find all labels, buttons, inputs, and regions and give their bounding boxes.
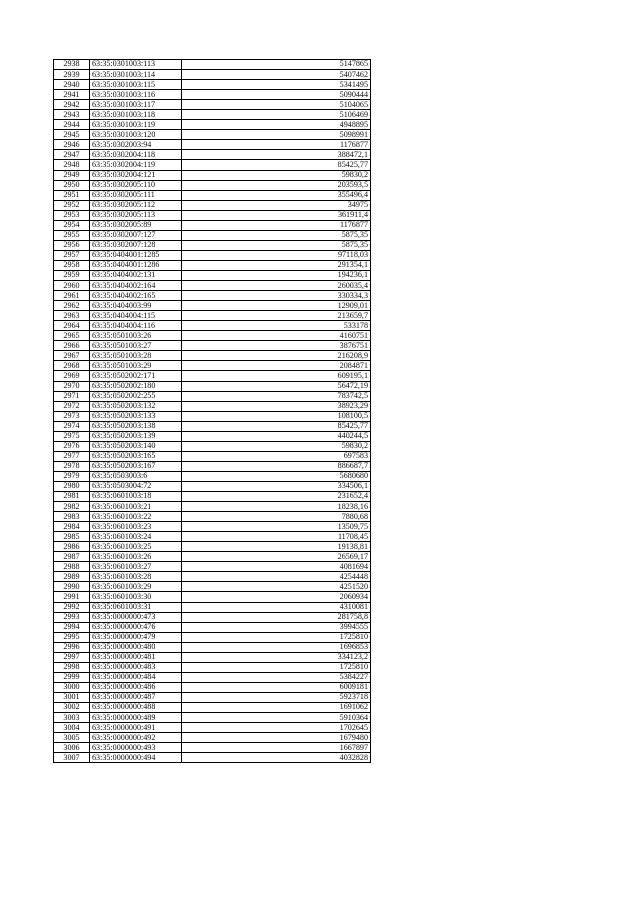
value-cell: 1679480 [182, 733, 371, 743]
value-cell: 1725810 [182, 632, 371, 642]
table-row [54, 170, 371, 180]
value-cell: 334506,1 [182, 481, 371, 491]
table-row [54, 200, 371, 210]
table-row [54, 562, 371, 572]
value-cell: 4160751 [182, 331, 371, 341]
cadastral-number-cell: 63:35:0502003:167 [90, 461, 182, 471]
table-row [54, 642, 371, 652]
row-number-cell: 2996 [54, 642, 90, 652]
cadastral-number-cell: 63:35:0601003:18 [90, 492, 182, 502]
row-number-cell: 2980 [54, 481, 90, 491]
value-cell: 5090444 [182, 90, 371, 100]
value-cell: 38923,29 [182, 401, 371, 411]
row-number-cell: 2997 [54, 652, 90, 662]
table-row [54, 471, 371, 481]
row-number-cell: 2967 [54, 351, 90, 361]
cadastral-number-cell: 63:35:0301003:114 [90, 70, 182, 80]
table-row [54, 341, 371, 351]
table-row [54, 240, 371, 250]
table-row [54, 321, 371, 331]
value-cell: 5680680 [182, 471, 371, 481]
row-number-cell: 2988 [54, 562, 90, 572]
table-row [54, 622, 371, 632]
cadastral-number-cell: 63:35:0000000:493 [90, 743, 182, 753]
value-cell: 34975 [182, 200, 371, 210]
cadastral-number-cell: 63:35:0000000:489 [90, 713, 182, 723]
row-number-cell: 2962 [54, 301, 90, 311]
table-row [54, 652, 371, 662]
table-row [54, 522, 371, 532]
row-number-cell: 2952 [54, 200, 90, 210]
cadastral-number-cell: 63:35:0502003:165 [90, 451, 182, 461]
table-row [54, 743, 371, 753]
table-row [54, 381, 371, 391]
value-cell: 533178 [182, 321, 371, 331]
row-number-cell: 2957 [54, 250, 90, 260]
value-cell: 231652,4 [182, 492, 371, 502]
cadastral-number-cell: 63:35:0502003:139 [90, 431, 182, 441]
table-row [54, 723, 371, 733]
row-number-cell: 2976 [54, 441, 90, 451]
table-row [54, 371, 371, 381]
value-cell: 5106469 [182, 110, 371, 120]
table-row [54, 281, 371, 291]
cadastral-number-cell: 63:35:0302007:128 [90, 240, 182, 250]
cadastral-number-cell: 63:35:0501003:27 [90, 341, 182, 351]
value-cell: 4948895 [182, 120, 371, 130]
value-cell: 1702645 [182, 723, 371, 733]
row-number-cell: 2956 [54, 240, 90, 250]
table-row [54, 260, 371, 270]
value-cell: 4081694 [182, 562, 371, 572]
value-cell: 1725810 [182, 662, 371, 672]
table-row [54, 733, 371, 743]
cadastral-number-cell: 63:35:0000000:494 [90, 753, 182, 763]
table-body [54, 60, 371, 763]
row-number-cell: 2999 [54, 672, 90, 682]
cadastral-number-cell: 63:35:0301003:120 [90, 130, 182, 140]
table-row [54, 713, 371, 723]
value-cell: 2084871 [182, 361, 371, 371]
cadastral-number-cell: 63:35:0000000:480 [90, 642, 182, 652]
table-row [54, 692, 371, 702]
table-row [54, 311, 371, 321]
table-row [54, 753, 371, 763]
cadastral-number-cell: 63:35:0302005:110 [90, 180, 182, 190]
row-number-cell: 2974 [54, 421, 90, 431]
row-number-cell: 2991 [54, 592, 90, 602]
value-cell: 334123,2 [182, 652, 371, 662]
table-row [54, 220, 371, 230]
row-number-cell: 2951 [54, 190, 90, 200]
value-cell: 5923718 [182, 692, 371, 702]
row-number-cell: 2943 [54, 110, 90, 120]
table-row [54, 592, 371, 602]
table-row [54, 401, 371, 411]
value-cell: 18238,16 [182, 502, 371, 512]
row-number-cell: 3004 [54, 723, 90, 733]
row-number-cell: 2985 [54, 532, 90, 542]
row-number-cell: 2965 [54, 331, 90, 341]
row-number-cell: 2953 [54, 210, 90, 220]
cadastral-number-cell: 63:35:0501003:26 [90, 331, 182, 341]
table-row [54, 291, 371, 301]
cadastral-number-cell: 63:35:0502002:255 [90, 391, 182, 401]
row-number-cell: 2958 [54, 260, 90, 270]
row-number-cell: 2942 [54, 100, 90, 110]
cadastral-number-cell: 63:35:0601003:24 [90, 532, 182, 542]
table-row [54, 662, 371, 672]
cadastral-number-cell: 63:35:0404002:131 [90, 270, 182, 280]
row-number-cell: 2944 [54, 120, 90, 130]
value-cell: 5875,35 [182, 230, 371, 240]
row-number-cell: 2981 [54, 492, 90, 502]
cadastral-number-cell: 63:35:0404001:1285 [90, 250, 182, 260]
table-row [54, 331, 371, 341]
cadastral-number-cell: 63:35:0502002:180 [90, 381, 182, 391]
table-row [54, 411, 371, 421]
table-row [54, 461, 371, 471]
value-cell: 5875,35 [182, 240, 371, 250]
value-cell: 26569,17 [182, 552, 371, 562]
table-row [54, 60, 371, 70]
value-cell: 5407462 [182, 70, 371, 80]
value-cell: 609195,1 [182, 371, 371, 381]
cadastral-number-cell: 63:35:0503003:6 [90, 471, 182, 481]
data-table [53, 59, 371, 763]
row-number-cell: 2993 [54, 612, 90, 622]
row-number-cell: 2960 [54, 281, 90, 291]
row-number-cell: 3002 [54, 703, 90, 713]
row-number-cell: 2990 [54, 582, 90, 592]
row-number-cell: 3003 [54, 713, 90, 723]
table-row [54, 502, 371, 512]
row-number-cell: 2982 [54, 502, 90, 512]
table-row [54, 190, 371, 200]
cadastral-number-cell: 63:35:0601003:31 [90, 602, 182, 612]
cadastral-number-cell: 63:35:0000000:476 [90, 622, 182, 632]
row-number-cell: 2950 [54, 180, 90, 190]
table-row [54, 160, 371, 170]
value-cell: 216208,9 [182, 351, 371, 361]
row-number-cell: 2984 [54, 522, 90, 532]
table-row [54, 150, 371, 160]
cadastral-number-cell: 63:35:0000000:481 [90, 652, 182, 662]
cadastral-number-cell: 63:35:0502002:171 [90, 371, 182, 381]
table-row [54, 682, 371, 692]
row-number-cell: 2969 [54, 371, 90, 381]
value-cell: 355496,4 [182, 190, 371, 200]
row-number-cell: 2955 [54, 230, 90, 240]
value-cell: 4251520 [182, 582, 371, 592]
row-number-cell: 2940 [54, 80, 90, 90]
value-cell: 108100,5 [182, 411, 371, 421]
cadastral-number-cell: 63:35:0404003:99 [90, 301, 182, 311]
value-cell: 11708,45 [182, 532, 371, 542]
table-row [54, 391, 371, 401]
row-number-cell: 2948 [54, 160, 90, 170]
table-row [54, 492, 371, 502]
cadastral-number-cell: 63:35:0301003:117 [90, 100, 182, 110]
row-number-cell: 3006 [54, 743, 90, 753]
cadastral-number-cell: 63:35:0301003:116 [90, 90, 182, 100]
cadastral-number-cell: 63:35:0000000:479 [90, 632, 182, 642]
value-cell: 697583 [182, 451, 371, 461]
value-cell: 194236,1 [182, 270, 371, 280]
table-row [54, 441, 371, 451]
cadastral-number-cell: 63:35:0301003:113 [90, 60, 182, 70]
cadastral-number-cell: 63:35:0601003:27 [90, 562, 182, 572]
table-row [54, 703, 371, 713]
cadastral-number-cell: 63:35:0502003:132 [90, 401, 182, 411]
row-number-cell: 2994 [54, 622, 90, 632]
cadastral-number-cell: 63:35:0601003:21 [90, 502, 182, 512]
row-number-cell: 2995 [54, 632, 90, 642]
cadastral-number-cell: 63:35:0302005:112 [90, 200, 182, 210]
value-cell: 97118,03 [182, 250, 371, 260]
table-row [54, 90, 371, 100]
table-row [54, 351, 371, 361]
cadastral-number-cell: 63:35:0503004:72 [90, 481, 182, 491]
row-number-cell: 3005 [54, 733, 90, 743]
cadastral-number-cell: 63:35:0302004:121 [90, 170, 182, 180]
table-row [54, 602, 371, 612]
cadastral-number-cell: 63:35:0404001:1286 [90, 260, 182, 270]
cadastral-number-cell: 63:35:0404002:164 [90, 281, 182, 291]
cadastral-number-cell: 63:35:0601003:28 [90, 572, 182, 582]
value-cell: 6009181 [182, 682, 371, 692]
row-number-cell: 2947 [54, 150, 90, 160]
row-number-cell: 2959 [54, 270, 90, 280]
cadastral-number-cell: 63:35:0502003:133 [90, 411, 182, 421]
cadastral-number-cell: 63:35:0301003:118 [90, 110, 182, 120]
row-number-cell: 2989 [54, 572, 90, 582]
table-row [54, 632, 371, 642]
table-row [54, 230, 371, 240]
row-number-cell: 2963 [54, 311, 90, 321]
table-row [54, 301, 371, 311]
table-row [54, 532, 371, 542]
cadastral-number-cell: 63:35:0404004:116 [90, 321, 182, 331]
row-number-cell: 2968 [54, 361, 90, 371]
cadastral-number-cell: 63:35:0601003:23 [90, 522, 182, 532]
value-cell: 5147865 [182, 60, 371, 70]
row-number-cell: 2977 [54, 451, 90, 461]
table-row [54, 572, 371, 582]
row-number-cell: 3001 [54, 692, 90, 702]
value-cell: 7880,68 [182, 512, 371, 522]
value-cell: 1691062 [182, 703, 371, 713]
row-number-cell: 3000 [54, 682, 90, 692]
row-number-cell: 2987 [54, 552, 90, 562]
cadastral-number-cell: 63:35:0302007:127 [90, 230, 182, 240]
value-cell: 5104065 [182, 100, 371, 110]
value-cell: 85425,77 [182, 421, 371, 431]
value-cell: 19138,81 [182, 542, 371, 552]
table-row [54, 612, 371, 622]
row-number-cell: 2998 [54, 662, 90, 672]
row-number-cell: 2970 [54, 381, 90, 391]
value-cell: 5341495 [182, 80, 371, 90]
row-number-cell: 2971 [54, 391, 90, 401]
cadastral-number-cell: 63:35:0000000:483 [90, 662, 182, 672]
table-row [54, 130, 371, 140]
cadastral-number-cell: 63:35:0302003:94 [90, 140, 182, 150]
row-number-cell: 2966 [54, 341, 90, 351]
cadastral-number-cell: 63:35:0000000:492 [90, 733, 182, 743]
cadastral-number-cell: 63:35:0301003:119 [90, 120, 182, 130]
cadastral-number-cell: 63:35:0000000:491 [90, 723, 182, 733]
table-row [54, 70, 371, 80]
value-cell: 330334,3 [182, 291, 371, 301]
cadastral-number-cell: 63:35:0502003:138 [90, 421, 182, 431]
cadastral-number-cell: 63:35:0501003:29 [90, 361, 182, 371]
table-row [54, 552, 371, 562]
table-row [54, 582, 371, 592]
value-cell: 3876751 [182, 341, 371, 351]
row-number-cell: 2975 [54, 431, 90, 441]
cadastral-number-cell: 63:35:0000000:473 [90, 612, 182, 622]
table-row [54, 120, 371, 130]
table-row [54, 210, 371, 220]
row-number-cell: 3007 [54, 753, 90, 763]
value-cell: 291354,1 [182, 260, 371, 270]
row-number-cell: 2945 [54, 130, 90, 140]
cadastral-number-cell: 63:35:0601003:25 [90, 542, 182, 552]
row-number-cell: 2992 [54, 602, 90, 612]
row-number-cell: 2979 [54, 471, 90, 481]
cadastral-number-cell: 63:35:0302004:118 [90, 150, 182, 160]
table-row [54, 481, 371, 491]
cadastral-number-cell: 63:35:0302005:111 [90, 190, 182, 200]
value-cell: 5098991 [182, 130, 371, 140]
table-row [54, 361, 371, 371]
cadastral-number-cell: 63:35:0404002:165 [90, 291, 182, 301]
row-number-cell: 2954 [54, 220, 90, 230]
row-number-cell: 2973 [54, 411, 90, 421]
value-cell: 1696853 [182, 642, 371, 652]
row-number-cell: 2972 [54, 401, 90, 411]
value-cell: 388472,1 [182, 150, 371, 160]
cadastral-number-cell: 63:35:0601003:22 [90, 512, 182, 522]
row-number-cell: 2946 [54, 140, 90, 150]
value-cell: 2060934 [182, 592, 371, 602]
cadastral-number-cell: 63:35:0601003:29 [90, 582, 182, 592]
value-cell: 1176877 [182, 220, 371, 230]
row-number-cell: 2939 [54, 70, 90, 80]
value-cell: 260035,4 [182, 281, 371, 291]
cadastral-number-cell: 63:35:0000000:487 [90, 692, 182, 702]
value-cell: 5384227 [182, 672, 371, 682]
row-number-cell: 2938 [54, 60, 90, 70]
value-cell: 886687,7 [182, 461, 371, 471]
row-number-cell: 2978 [54, 461, 90, 471]
row-number-cell: 2983 [54, 512, 90, 522]
value-cell: 1667897 [182, 743, 371, 753]
value-cell: 4254448 [182, 572, 371, 582]
value-cell: 4310081 [182, 602, 371, 612]
cadastral-number-cell: 63:35:0601003:30 [90, 592, 182, 602]
row-number-cell: 2941 [54, 90, 90, 100]
table-row [54, 431, 371, 441]
value-cell: 85425,77 [182, 160, 371, 170]
value-cell: 1176877 [182, 140, 371, 150]
table-row [54, 250, 371, 260]
cadastral-number-cell: 63:35:0404004:115 [90, 311, 182, 321]
value-cell: 56472,19 [182, 381, 371, 391]
cadastral-number-cell: 63:35:0000000:488 [90, 703, 182, 713]
row-number-cell: 2949 [54, 170, 90, 180]
value-cell: 281758,8 [182, 612, 371, 622]
value-cell: 361911,4 [182, 210, 371, 220]
table-row [54, 421, 371, 431]
row-number-cell: 2986 [54, 542, 90, 552]
table-row [54, 512, 371, 522]
cadastral-number-cell: 63:35:0502003:140 [90, 441, 182, 451]
cadastral-number-cell: 63:35:0501003:28 [90, 351, 182, 361]
value-cell: 3994555 [182, 622, 371, 632]
row-number-cell: 2964 [54, 321, 90, 331]
value-cell: 4032828 [182, 753, 371, 763]
value-cell: 59830,2 [182, 441, 371, 451]
row-number-cell: 2961 [54, 291, 90, 301]
cadastral-number-cell: 63:35:0000000:484 [90, 672, 182, 682]
value-cell: 13509,75 [182, 522, 371, 532]
table-row [54, 110, 371, 120]
value-cell: 12909,01 [182, 301, 371, 311]
cadastral-number-cell: 63:35:0301003:115 [90, 80, 182, 90]
value-cell: 440244,5 [182, 431, 371, 441]
table-row [54, 270, 371, 280]
cadastral-number-cell: 63:35:0302005:113 [90, 210, 182, 220]
table-row [54, 542, 371, 552]
value-cell: 203593,5 [182, 180, 371, 190]
table-row [54, 80, 371, 90]
value-cell: 59830,2 [182, 170, 371, 180]
value-cell: 213659,7 [182, 311, 371, 321]
cadastral-number-cell: 63:35:0000000:486 [90, 682, 182, 692]
value-cell: 5910364 [182, 713, 371, 723]
table-row [54, 180, 371, 190]
table-row [54, 140, 371, 150]
value-cell: 783742,5 [182, 391, 371, 401]
table-row [54, 451, 371, 461]
cadastral-number-cell: 63:35:0302005:89 [90, 220, 182, 230]
cadastral-number-cell: 63:35:0302004:119 [90, 160, 182, 170]
table-row [54, 100, 371, 110]
table-row [54, 672, 371, 682]
cadastral-number-cell: 63:35:0601003:26 [90, 552, 182, 562]
